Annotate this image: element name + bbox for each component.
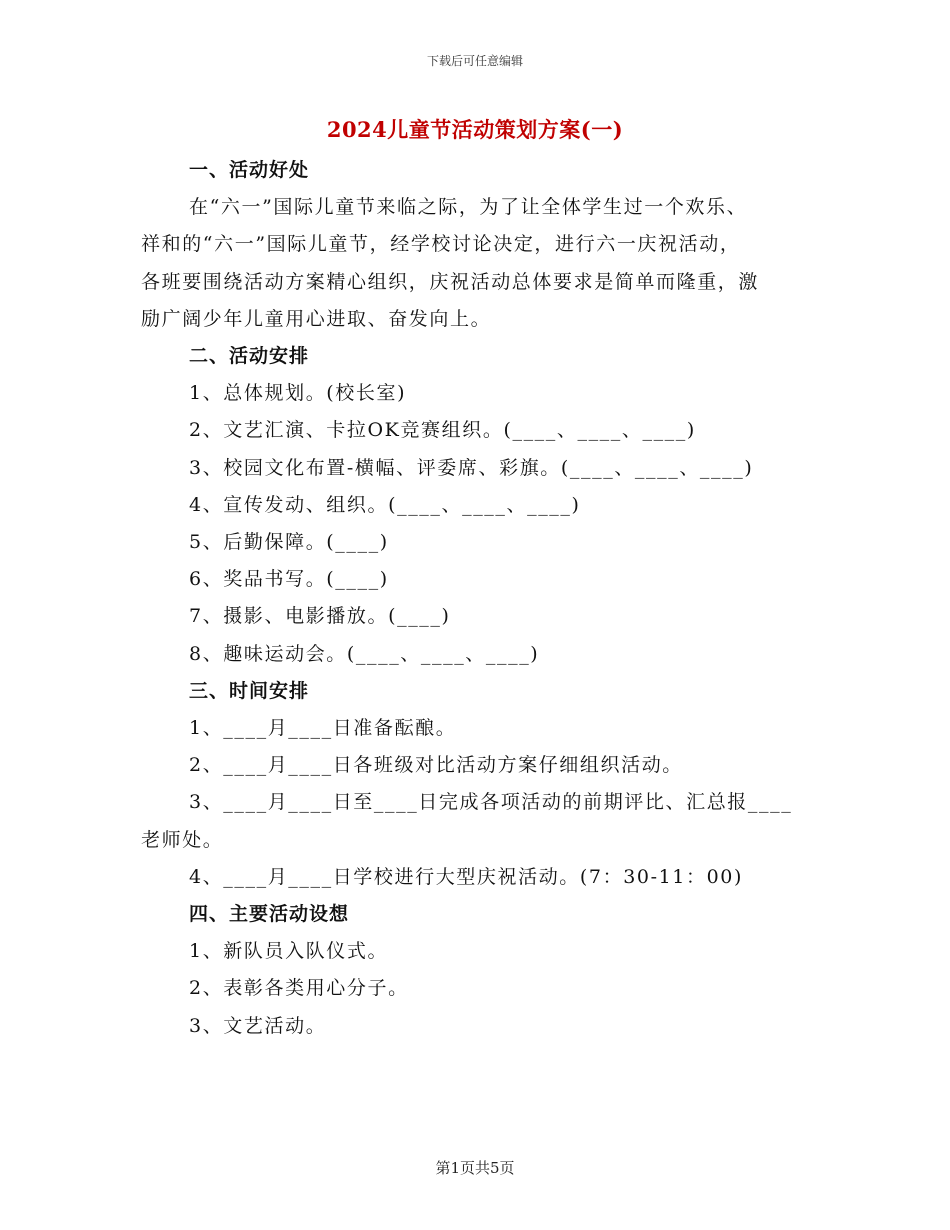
- document-body: [141, 152, 821, 1045]
- doc-line-21: 1、新队员入队仪式。: [189, 940, 389, 963]
- doc-line-18: 老师处。: [141, 828, 224, 851]
- doc-line-13: 8、趣味运动会。(____、____、____): [189, 642, 540, 665]
- doc-line-15: 1、____月____日准备酝酿。: [189, 717, 457, 740]
- doc-line-14: 三、时间安排: [189, 679, 310, 702]
- page-footer: 第1页共5页: [435, 1159, 515, 1177]
- doc-line-23: 3、文艺活动。: [189, 1014, 327, 1037]
- doc-line-12: 7、摄影、电影播放。(____): [189, 605, 451, 628]
- doc-line-0: 一、活动好处: [189, 159, 310, 181]
- doc-line-1: 在“六一”国际儿童节来临之际，为了让全体学生过一个欢乐、: [189, 196, 748, 219]
- doc-line-20: 四、主要活动设想: [189, 903, 350, 926]
- header-note: 下载后可任意编辑: [426, 54, 523, 68]
- document-title: 2024儿童节活动策划方案(一): [326, 117, 624, 142]
- doc-line-11: 6、奖品书写。(____): [189, 568, 389, 591]
- doc-line-8: 3、校园文化布置-横幅、评委席、彩旗。(____、____、____): [189, 456, 754, 479]
- doc-line-17: 3、____月____日至____日完成各项活动的前期评比、汇总报____: [189, 791, 793, 814]
- doc-line-22: 2、表彰各类用心分子。: [189, 977, 409, 1000]
- doc-line-9: 4、宣传发动、组织。(____、____、____): [189, 493, 581, 516]
- doc-line-19: 4、____月____日学校进行大型庆祝活动。(7：30-11：00): [189, 865, 743, 888]
- doc-line-4: 励广阔少年儿童用心进取、奋发向上。: [141, 307, 492, 330]
- doc-line-7: 2、文艺汇演、卡拉OK竞赛组织。(____、____、____): [189, 419, 696, 442]
- doc-line-6: 1、总体规划。(校长室): [189, 382, 407, 405]
- doc-line-10: 5、后勤保障。(____): [189, 531, 389, 554]
- doc-line-16: 2、____月____日各班级对比活动方案仔细组织活动。: [189, 754, 683, 777]
- doc-line-5: 二、活动安排: [189, 345, 310, 368]
- doc-line-3: 各班要围绕活动方案精心组织，庆祝活动总体要求是简单而隆重，激: [141, 270, 760, 293]
- doc-line-2: 祥和的“六一”国际儿童节，经学校讨论决定，进行六一庆祝活动，: [141, 233, 741, 256]
